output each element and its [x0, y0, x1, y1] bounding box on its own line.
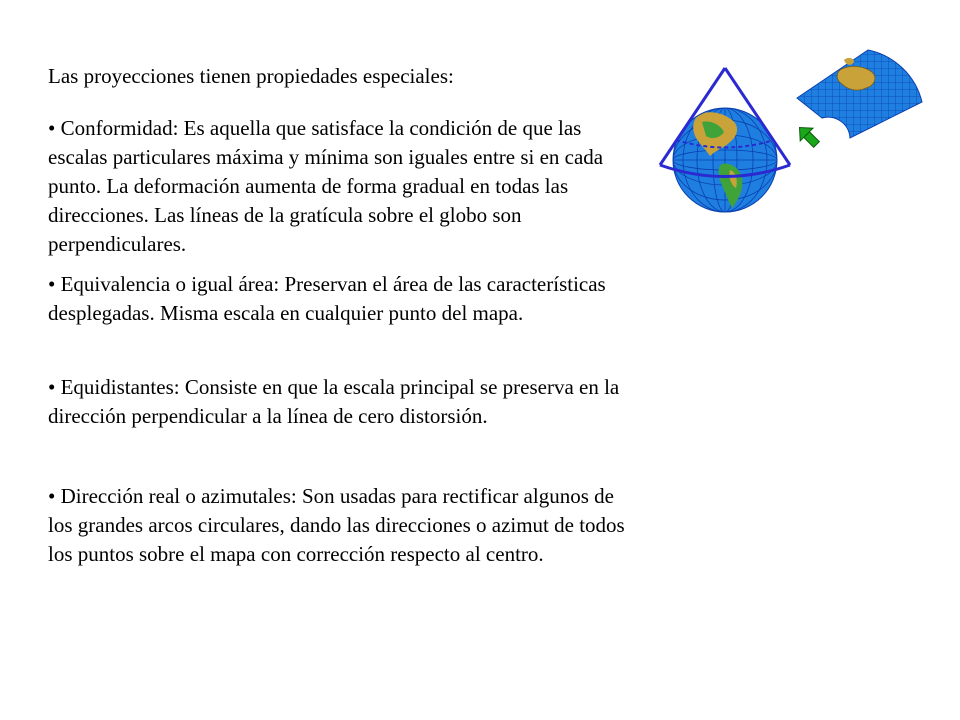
bullet-equivalencia: • Equivalencia o igual área: Preservan el área de las características desplegadas. Misma escala en cualquier punto del mapa. [48, 272, 606, 325]
bullet-equidistantes: • Equidistantes: Consiste en que la escala principal se preserva en la dirección perpendicular a la línea de cero distorsión. [48, 375, 620, 428]
bullet-direccion-real: • Dirección real o azimutales: Son usadas para rectificar algunos de los grandes arcos circulares, dando las direcciones o azimut de todos los puntos sobre el mapa con corrección respecto al centro. [48, 484, 625, 566]
slide-heading: Las proyecciones tienen propiedades especiales: [48, 64, 454, 88]
arrow-up-right-icon [793, 121, 823, 151]
bullet-conformidad: • Conformidad: Es aquella que satisface la condición de que las escalas particulares máxima y mínima son iguales entre si en cada punto. La deformación aumenta de forma gradual en todas las direcciones. Las líneas de la gratícula sobre el globo son perpendiculares. [48, 116, 604, 256]
conic-projection-illustration [650, 40, 940, 220]
flattened-cone-map-icon [797, 50, 922, 138]
